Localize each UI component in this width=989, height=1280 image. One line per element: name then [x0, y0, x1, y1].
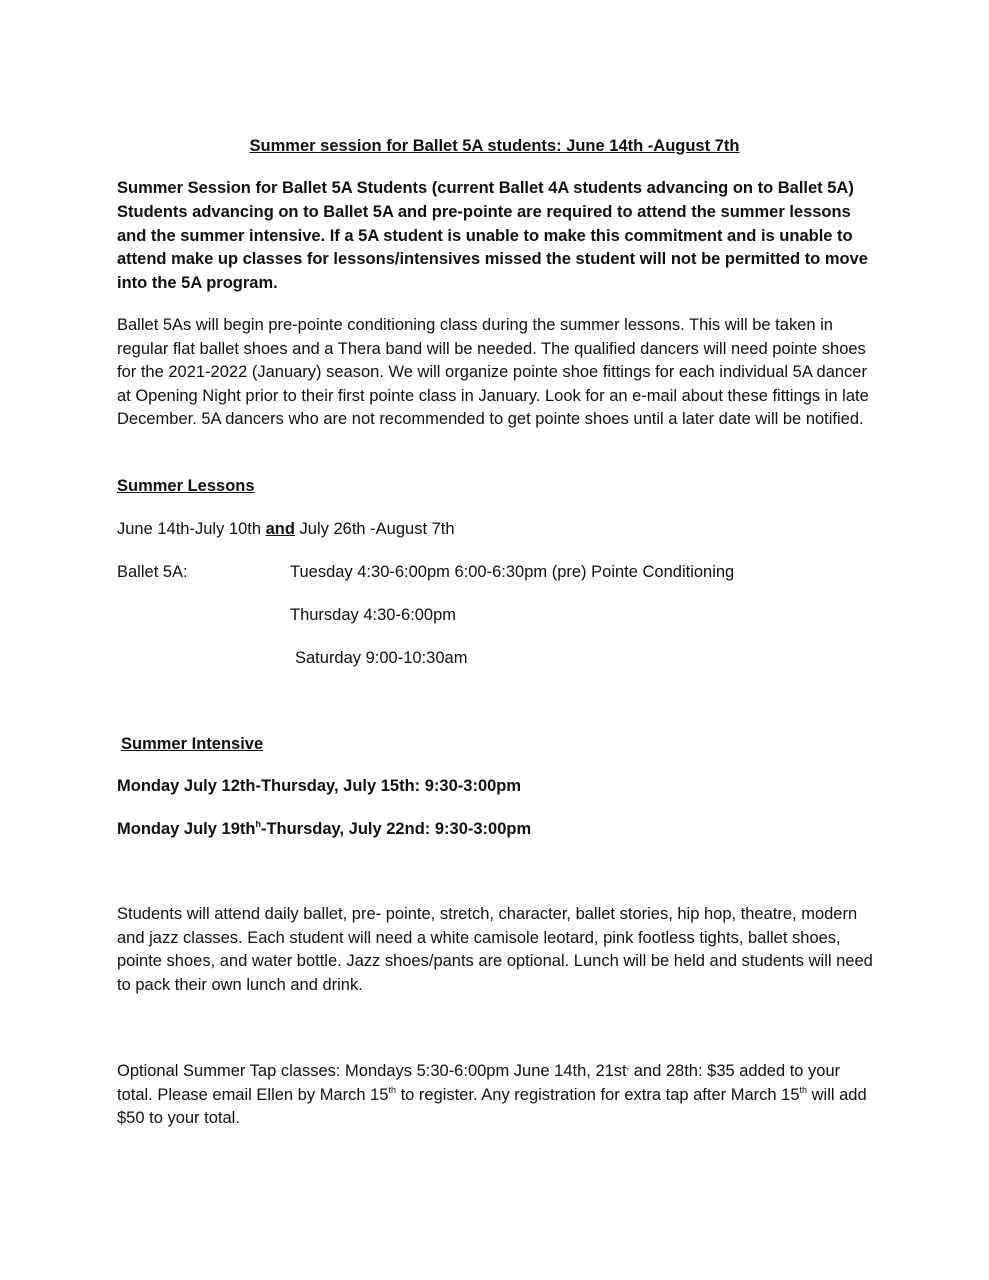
lessons-dates-part2: July 26th -August 7th: [294, 520, 455, 538]
tap-text-c: to register. Any registration for extra tap after March 15: [395, 1085, 800, 1104]
summer-lessons-heading: Summer Lessons: [117, 477, 255, 495]
pointe-paragraph: Ballet 5As will begin pre-pointe conditioning class during the summer lessons. This will be taken in regular flat ballet shoes and a Thera band will be needed. The qualified dancers will need pointe shoes for the 2021-2022 (January) season. We will organize pointe shoe fittings for each individual 5A dancer at Opening Night prior to their first pointe class in January. Look for an e-mail about these fittings in late December. 5A dancers who are not recommended to get pointe shoes until a later date will be notified.: [117, 316, 869, 428]
summer-intensive-heading: Summer Intensive: [121, 735, 264, 753]
tap-text-d: will add $50 to your total.: [117, 1085, 867, 1127]
tap-sup-b: th: [388, 1084, 396, 1095]
schedule-tuesday: Tuesday 4:30-6:00pm 6:00-6:30pm (pre) Pointe Conditioning: [290, 563, 735, 581]
intensive-week2: [117, 818, 531, 840]
tap-text-b: and 28th: $35 added to your total. Please email Ellen by March 15: [117, 1062, 841, 1104]
intensive-week2-b: -Thursday, July 22nd: 9:30-3:00pm: [260, 820, 532, 838]
intensive-description: Students will attend daily ballet, pre- pointe, stretch, character, ballet stories, hip hop, theatre, modern and jazz classes. Each student will need a white camisole leotard, pink footless tights, ballet shoes, pointe shoes, and water bottle. Jazz shoes/pants are optional. Lunch will be held and students will need to pack their own lunch and drink.: [117, 905, 873, 994]
class-label: Ballet 5A:: [117, 563, 188, 581]
schedule-thursday: Thursday 4:30-6:00pm: [290, 606, 457, 624]
tap-paragraph: [117, 1060, 877, 1131]
lessons-dates-and: and: [265, 520, 295, 538]
document-title: Summer session for Ballet 5A students: June 14th -August 7th: [249, 137, 740, 155]
intensive-week1: Monday July 12th-Thursday, July 15th: 9:30-3:00pm: [117, 777, 522, 795]
intro-paragraph: Summer Session for Ballet 5A Students (current Ballet 4A students advancing on to Ballet 5A) Students advancing on to Ballet 5A and pre-pointe are required to attend the summer lessons and the summer intensive. If a 5A student is unable to make this commitment and is unable to attend make up classes for lessons/intensives missed the student will not be permitted to move into the 5A program.: [117, 179, 868, 293]
tap-sup-c: th: [799, 1084, 808, 1095]
schedule-saturday: Saturday 9:00-10:30am: [295, 649, 468, 667]
tap-text-a: Optional Summer Tap classes: Mondays 5:30-6:00pm June 14th, 21st: [117, 1062, 627, 1080]
intensive-week2-a: Monday July 19th: [117, 820, 256, 838]
lessons-dates: [117, 518, 455, 540]
lessons-dates-part1: June 14th-July 10th: [117, 520, 266, 538]
intensive-week2-sup: h: [255, 819, 261, 829]
tap-sup-a: ,: [626, 1061, 630, 1071]
